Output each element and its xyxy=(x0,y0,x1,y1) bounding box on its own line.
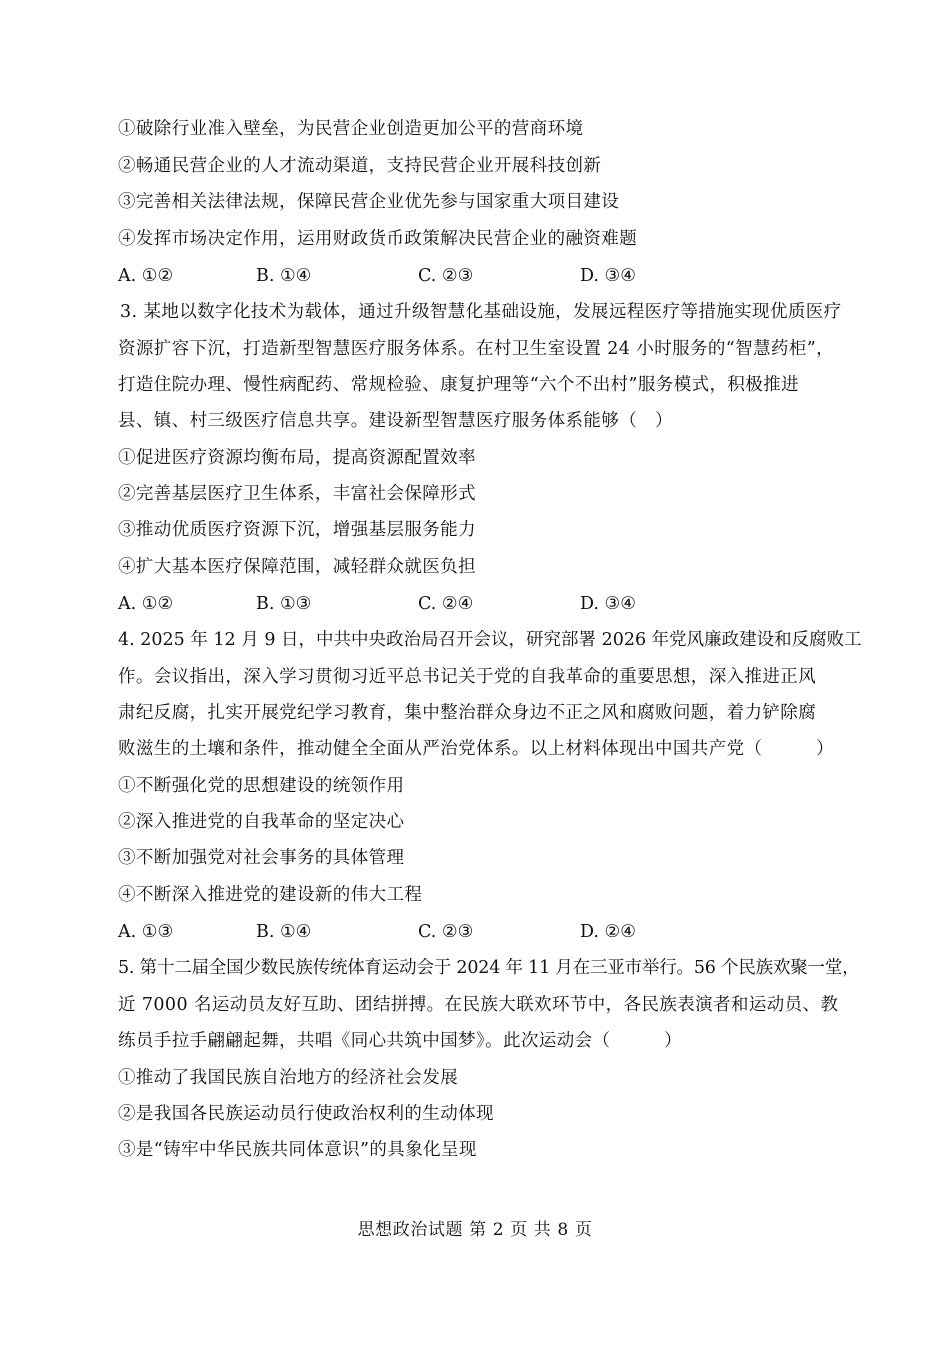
q4-stem-line-4: 败滋生的土壤和条件，推动健全全面从严治党体系。以上材料体现出中国共产党（ ） xyxy=(118,739,834,759)
q2-choice-a: A. ①② xyxy=(118,266,174,286)
q3-option-1: ①促进医疗资源均衡布局，提高资源配置效率 xyxy=(118,448,476,468)
q3-stem-line-3: 打造住院办理、慢性病配药、常规检验、康复护理等“六个不出村”服务模式，积极推进 xyxy=(118,375,799,395)
q5-option-2: ②是我国各民族运动员行使政治权利的生动体现 xyxy=(118,1104,494,1124)
q3-stem-line-1: 3. 某地以数字化技术为载体，通过升级智慧化基础设施，发展远程医疗等措施实现优质医疗 xyxy=(120,302,842,322)
q3-option-3: ③推动优质医疗资源下沉，增强基层服务能力 xyxy=(118,520,476,540)
q5-stem-line-3: 练员手拉手翩翩起舞，共唱《同心共筑中国梦》。此次运动会（ ） xyxy=(118,1031,683,1051)
q5-stem-line-1: 5. 第十二届全国少数民族传统体育运动会于 2024 年 11 月在三亚市举行。56 个民族欢聚一堂， xyxy=(118,958,860,978)
q3-choice-b: B. ①③ xyxy=(256,594,312,614)
q4-stem-line-2: 作。会议指出，深入学习贯彻习近平总书记关于党的自我革命的重要思想，深入推进正风 xyxy=(118,667,817,687)
q4-option-2: ②深入推进党的自我革命的坚定决心 xyxy=(118,812,405,832)
q2-choice-c: C. ②③ xyxy=(418,266,474,286)
q2-option-2: ②畅通民营企业的人才流动渠道，支持民营企业开展科技创新 xyxy=(118,156,602,176)
q3-option-4: ④扩大基本医疗保障范围，减轻群众就医负担 xyxy=(118,557,476,577)
q2-option-1: ①破除行业准入壁垒，为民营企业创造更加公平的营商环境 xyxy=(118,119,584,139)
q5-stem-line-2: 近 7000 名运动员友好互助、团结拼搏。在民族大联欢环节中，各民族表演者和运动员、教 xyxy=(118,995,839,1015)
q5-option-1: ①推动了我国民族自治地方的经济社会发展 xyxy=(118,1068,459,1088)
q4-choice-d: D. ②④ xyxy=(580,922,636,942)
q4-choice-b: B. ①④ xyxy=(256,922,312,942)
q4-option-1: ①不断强化党的思想建设的统领作用 xyxy=(118,776,405,796)
q3-option-2: ②完善基层医疗卫生体系，丰富社会保障形式 xyxy=(118,484,476,504)
q5-option-3: ③是“铸牢中华民族共同体意识”的具象化呈现 xyxy=(118,1140,477,1160)
q4-option-3: ③不断加强党对社会事务的具体管理 xyxy=(118,848,405,868)
q3-choice-a: A. ①② xyxy=(118,594,174,614)
q4-option-4: ④不断深入推进党的建设新的伟大工程 xyxy=(118,885,423,905)
q2-choice-b: B. ①④ xyxy=(256,266,312,286)
q2-option-4: ④发挥市场决定作用，运用财政货币政策解决民营企业的融资难题 xyxy=(118,229,638,249)
page-footer: 思想政治试题 第 2 页 共 8 页 xyxy=(357,1220,593,1240)
q3-choice-d: D. ③④ xyxy=(580,594,636,614)
q4-stem-line-3: 肃纪反腐，扎实开展党纪学习教育，集中整治群众身边不正之风和腐败问题，着力铲除腐 xyxy=(118,703,817,723)
q3-choice-c: C. ②④ xyxy=(418,594,474,614)
q2-choice-d: D. ③④ xyxy=(580,266,636,286)
q3-stem-line-2: 资源扩容下沉，打造新型智慧医疗服务体系。在村卫生室设置 24 小时服务的“智慧药柜”， xyxy=(118,339,834,359)
q4-choice-c: C. ②③ xyxy=(418,922,474,942)
q4-stem-line-1: 4. 2025 年 12 月 9 日，中共中央政治局召开会议，研究部署 2026 年党风廉政建设和反腐败工 xyxy=(118,630,862,650)
q3-stem-line-4: 县、镇、村三级医疗信息共享。建设新型智慧医疗服务体系能够（ ） xyxy=(118,411,673,431)
q4-choice-a: A. ①③ xyxy=(118,922,174,942)
q2-option-3: ③完善相关法律法规，保障民营企业优先参与国家重大项目建设 xyxy=(118,192,620,212)
